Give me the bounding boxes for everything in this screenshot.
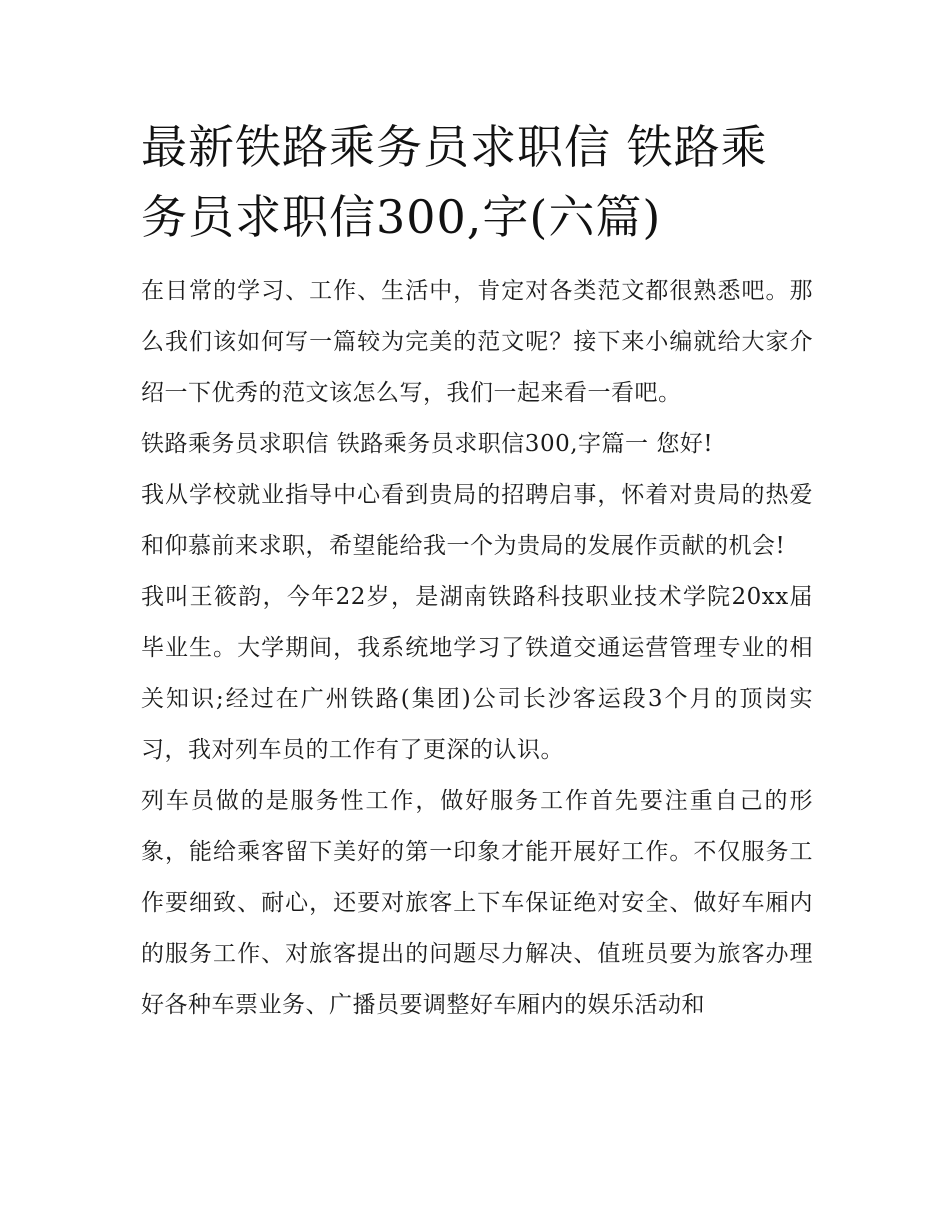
paragraph-service-work: 列车员做的是服务性工作，做好服务工作首先要注重自己的形象，能给乘客留下美好的第一印象才能开展好工作。不仅服务工作要细致、耐心，还要对旅客上下车保证绝对安全、做好车厢内的服务工作、对旅客提出的问题尽力解决、值班员要为旅客办理好各种车票业务、广播员要调整好车厢内的娱乐活动和 (141, 788, 813, 1018)
document-page (141, 112, 813, 1031)
paragraph-motivation: 我从学校就业指导中心看到贵局的招聘启事，怀着对贵局的热爱和仰慕前来求职，希望能给我一个为贵局的发展作贡献的机会! (141, 482, 813, 559)
paragraph-background: 我叫王筱韵，今年22岁，是湖南铁路科技职业技术学院20xx届毕业生。大学期间，我系统地学习了铁道交通运营管理专业的相关知识;经过在广州铁路(集团)公司长沙客运段3个月的顶岗实习，我对列车员的工作有了更深的认识。 (141, 584, 813, 763)
document-title: 最新铁路乘务员求职信 铁路乘务员求职信300,字(六篇) (141, 120, 768, 244)
paragraph-heading-letter-one: 铁路乘务员求职信 铁路乘务员求职信300,字篇一 您好! (141, 431, 714, 457)
paragraph-intro: 在日常的学习、工作、生活中，肯定对各类范文都很熟悉吧。那么我们该如何写一篇较为完美的范文呢？接下来小编就给大家介绍一下优秀的范文该怎么写，我们一起来看一看吧。 (141, 278, 813, 406)
title-block (141, 112, 813, 252)
